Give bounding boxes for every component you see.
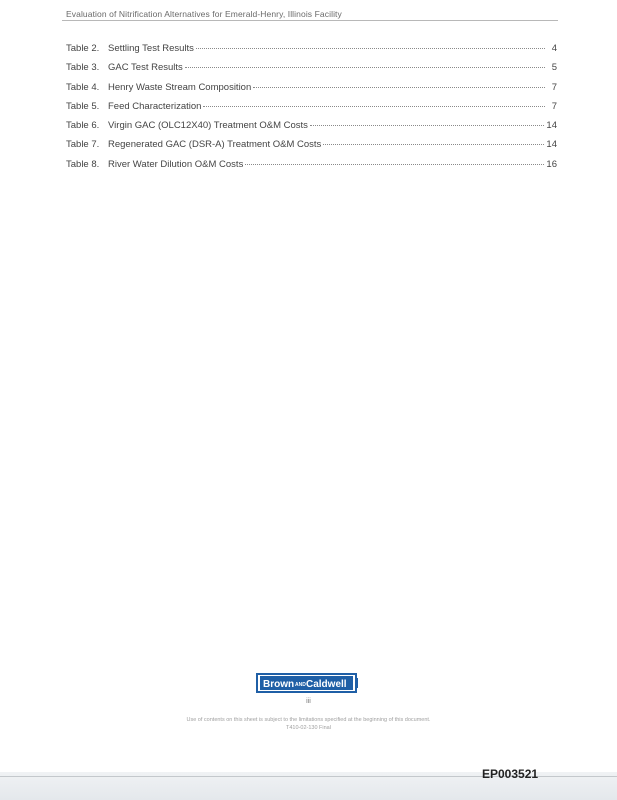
toc-title: Regenerated GAC (DSR-A) Treatment O&M Costs xyxy=(108,139,322,151)
dot-leader xyxy=(245,164,544,165)
svg-text:Caldwell: Caldwell xyxy=(305,679,347,689)
footer-note-line: Use of contents on this sheet is subject to the limitations specified at the beginning of this document. xyxy=(186,717,431,723)
svg-text:Brown: Brown xyxy=(262,679,294,689)
bates-number: EP003521 xyxy=(482,767,539,781)
toc-page: 14 xyxy=(546,139,557,151)
toc-title: Settling Test Results xyxy=(108,43,194,54)
toc-page: 14 xyxy=(546,120,557,132)
toc-title: Henry Waste Stream Composition xyxy=(108,81,252,93)
brown-and-caldwell-logo xyxy=(256,673,357,693)
dot-leader xyxy=(185,67,545,68)
toc-number: Table 5. xyxy=(66,100,100,112)
toc-entry[interactable] xyxy=(66,43,557,62)
toc-number: Table 4. xyxy=(66,81,100,93)
toc-page: 7 xyxy=(551,81,557,93)
toc-entry[interactable] xyxy=(66,120,557,139)
dot-leader xyxy=(203,106,545,107)
list-of-tables xyxy=(66,43,557,178)
toc-title: River Water Dilution O&M Costs xyxy=(108,158,244,170)
toc-entry[interactable] xyxy=(66,62,557,81)
page-number: iii xyxy=(306,698,311,705)
toc-title: Feed Characterization xyxy=(108,100,202,112)
toc-entry[interactable] xyxy=(66,159,557,178)
toc-page: 5 xyxy=(551,62,557,74)
toc-page: 4 xyxy=(551,43,557,54)
logo-bracket xyxy=(356,678,361,688)
toc-page: 7 xyxy=(551,100,557,112)
dot-leader xyxy=(310,125,544,126)
header-title: Evaluation of Nitrification Alternatives for Emerald-Henry, Illinois Facility xyxy=(66,9,342,19)
toc-title: Virgin GAC (OLC12X40) Treatment O&M Costs xyxy=(108,120,308,132)
logo-text-icon xyxy=(262,677,352,689)
toc-number: Table 2. xyxy=(66,43,100,54)
toc-title: GAC Test Results xyxy=(108,62,183,74)
toc-number: Table 3. xyxy=(66,62,100,74)
toc-number: Table 7. xyxy=(66,139,100,151)
svg-text:AND: AND xyxy=(294,682,306,688)
header-divider xyxy=(62,20,558,21)
toc-entry[interactable] xyxy=(66,101,557,120)
toc-number: Table 6. xyxy=(66,120,100,132)
dot-leader xyxy=(253,87,545,88)
toc-entry[interactable] xyxy=(66,82,557,101)
toc-page: 16 xyxy=(546,158,557,170)
toc-entry[interactable] xyxy=(66,139,557,158)
footer-note-line: T410-02-130 Final xyxy=(286,725,331,731)
footer-disclaimer xyxy=(0,716,617,732)
dot-leader xyxy=(323,144,544,145)
toc-number: Table 8. xyxy=(66,158,100,170)
logo-wordmark xyxy=(260,676,353,690)
dot-leader xyxy=(196,48,545,49)
